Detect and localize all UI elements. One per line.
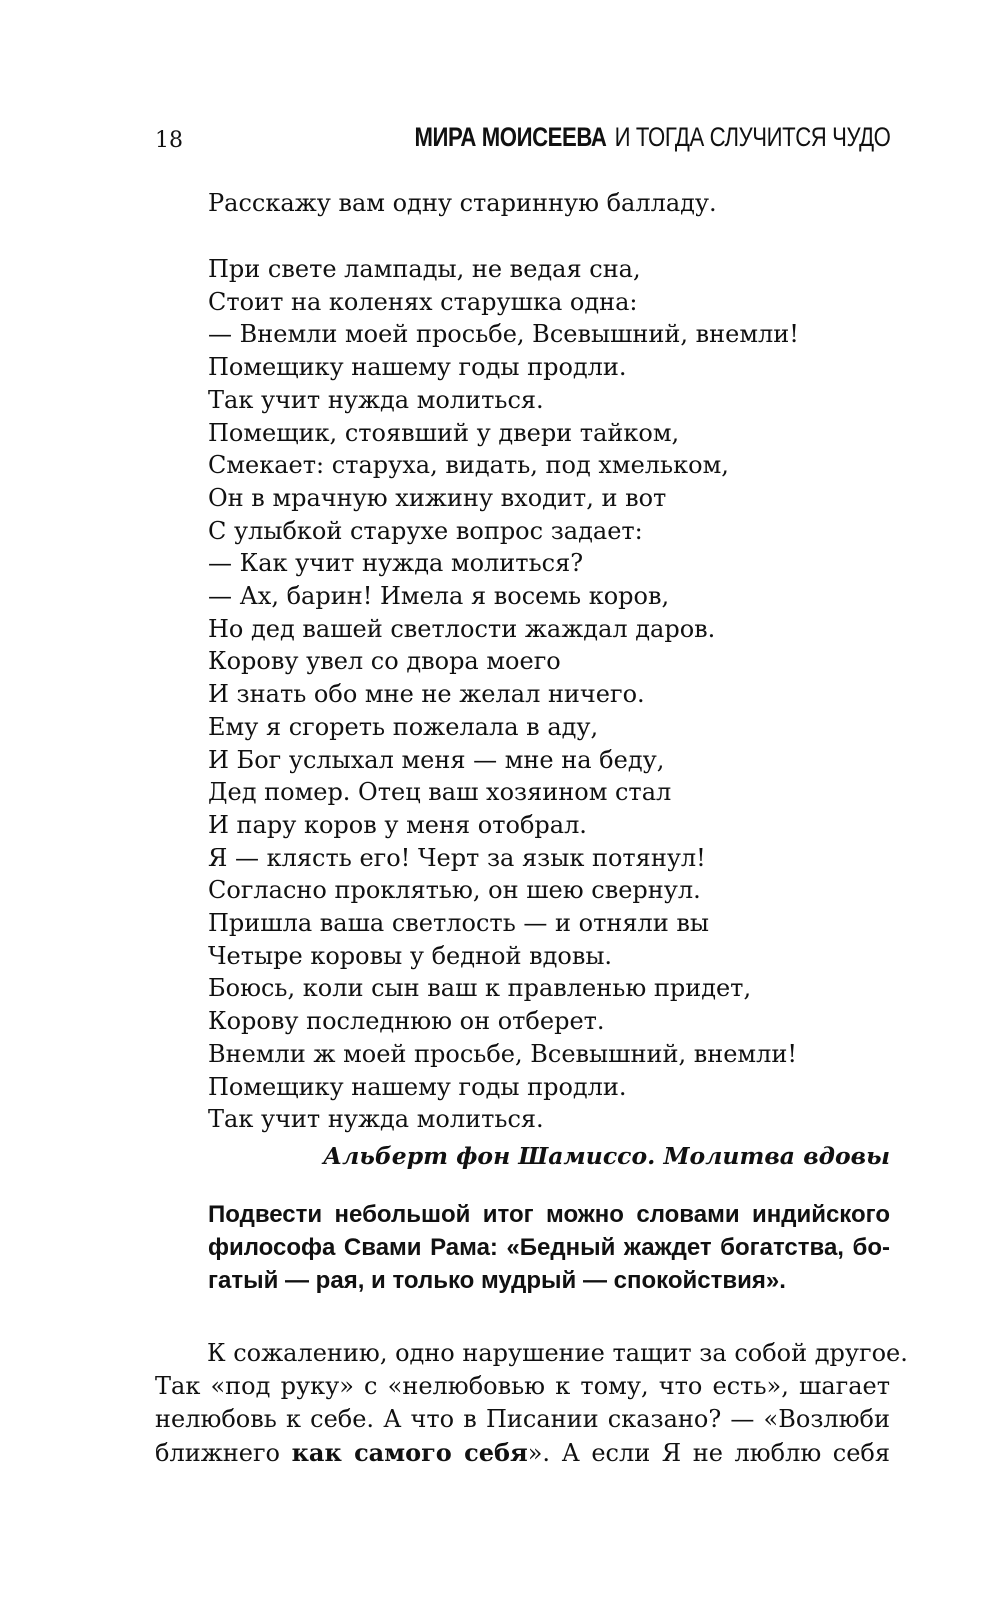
running-head <box>414 122 890 153</box>
line-text: ближнего <box>155 1439 292 1467</box>
poem-line: Так учит нужда молиться. <box>208 1105 544 1134</box>
poem-line: Корову последнюю он отберет. <box>208 1007 605 1036</box>
poem-attribution: Альберт фон Шамиссо. Молитва вдовы <box>322 1142 890 1170</box>
poem-line: Пришла ваша светлость — и отняли вы <box>208 909 709 938</box>
header-author: МИРА МОИСЕЕВА <box>413 122 606 152</box>
poem-line: Корову увел со двора моего <box>208 647 561 676</box>
poem-line: Ему я сгореть пожелала в аду, <box>208 712 599 741</box>
line-text: ». А если Я не люблю себя <box>527 1439 891 1467</box>
page-number: 18 <box>155 128 183 153</box>
quote-line: гатый — рая, и только мудрый — спокойствия». <box>208 1267 786 1294</box>
poem-line: Дед помер. Отец ваш хозяином стал <box>208 778 672 807</box>
poem-line: И пару коров у меня отобрал. <box>208 810 587 839</box>
poem-line: Помещику нашему годы продли. <box>208 353 627 382</box>
poem-line: — Внемли моей просьбе, Всевышний, внемли! <box>208 320 799 349</box>
quote-line: Подвести небольшой итог можно словами индийского <box>208 1201 890 1228</box>
body-paragraph <box>155 1337 908 1470</box>
paragraph-line: Так «под руку» с «нелюбовью к тому, что есть», шагает <box>155 1372 890 1400</box>
paragraph-line: нелюбовь к себе. А что в Писании сказано? — «Возлюби <box>155 1405 890 1433</box>
poem-line: Так учит нужда молиться. <box>208 385 544 414</box>
poem-line: И Бог услыхал меня — мне на беду, <box>208 745 665 774</box>
poem-line: Согласно проклятью, он шею свернул. <box>208 876 701 905</box>
poem-line: Я — клясть его! Черт за язык потянул! <box>208 843 706 872</box>
highlighted-quote <box>208 1198 890 1297</box>
poem-line: — Ах, барин! Имела я восемь коров, <box>208 582 670 611</box>
poem-line: Смекает: старуха, видать, под хмельком, <box>208 451 729 480</box>
poem-line: С улыбкой старухе вопрос задает: <box>208 516 643 545</box>
poem-line: И знать обо мне не желал ничего. <box>208 680 645 709</box>
paragraph-line: К сожалению, одно нарушение тащит за собой другое. <box>207 1339 908 1367</box>
poem-line: Но дед вашей светлости жаждал даров. <box>208 614 716 643</box>
poem-line: Помещик, стоявший у двери тайком, <box>208 418 680 447</box>
poem-line: Боюсь, коли сын ваш к правленью придет, <box>208 974 752 1003</box>
poem-line: Стоит на коленях старушка одна: <box>208 287 638 316</box>
poem-line: При свете лампады, не ведая сна, <box>208 255 641 283</box>
quote-line: философа Свами Рама: «Бедный жаждет богатства, бо- <box>208 1234 890 1261</box>
poem-line: Помещику нашему годы продли. <box>208 1072 627 1101</box>
poem-line: — Как учит нужда молиться? <box>208 549 584 578</box>
emphasized-phrase: как самого себя <box>291 1438 528 1467</box>
poem <box>208 253 799 1136</box>
running-header <box>155 122 890 162</box>
header-book-title: И ТОГДА СЛУЧИТСЯ ЧУДО <box>614 122 890 152</box>
poem-line: Он в мрачную хижину входит, и вот <box>208 483 667 512</box>
poem-line: Четыре коровы у бедной вдовы. <box>208 941 613 970</box>
poem-line: Внемли ж моей просьбе, Всевышний, внемли! <box>208 1039 797 1068</box>
paragraph-line <box>155 1436 890 1470</box>
intro-line: Расскажу вам одну старинную балладу. <box>208 189 717 217</box>
